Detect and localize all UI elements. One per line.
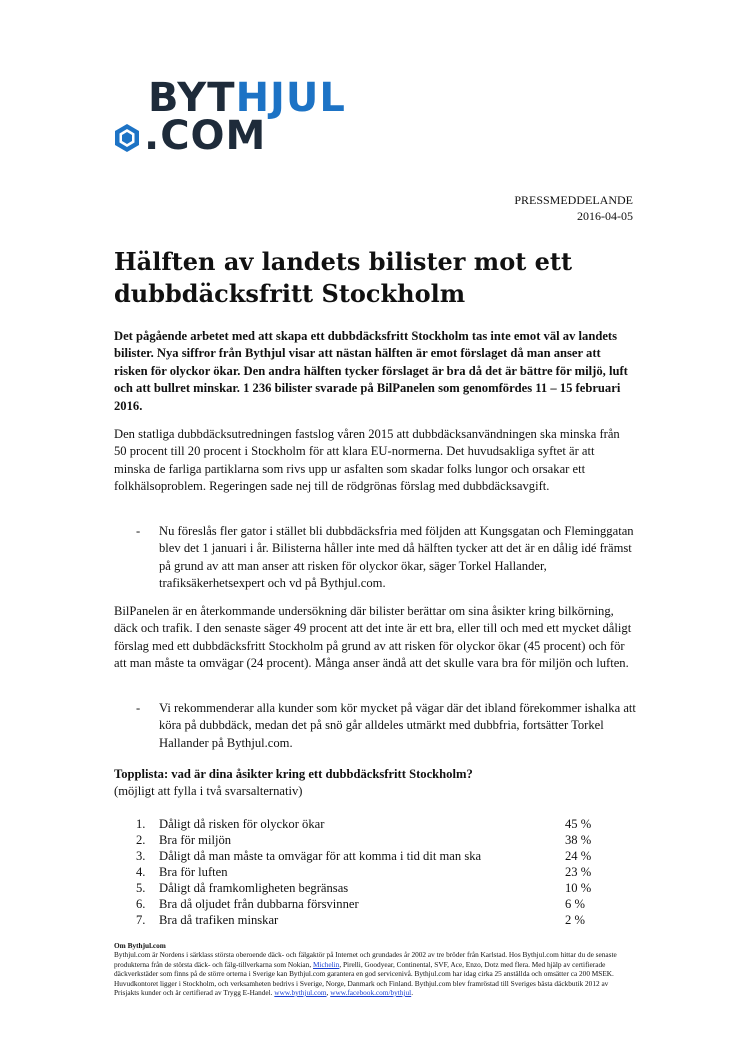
headline: Hälften av landets bilister mot ett dubbdäcksfritt Stockholm bbox=[114, 247, 573, 308]
quote-text: Nu föreslås fler gator i stället bli dubbdäcksfria med följden att Kungsgatan och Fleminggatan blev det 1 januari i år. Bilisterna håller inte med då hälften tycker att det är en dålig idé främst på grund av att man anser att risken för olyckor ökar, säger Torkel Hallander, trafiksäkerhetsexpert och vd på Bythjul.com. bbox=[159, 524, 634, 591]
facebook-link[interactable]: www.facebook.com/bythjul bbox=[330, 988, 412, 998]
body-paragraph-1: Den statliga dubbdäcksutredningen fastslog våren 2015 att dubbdäcksanvändningen ska minska från 50 procent till 20 procent i Stockholm för att klara EU-normerna. Det huvudsakliga syftet är att minska de farliga partiklarna som rivs upp ur asfalten som skadar folks lungor och orsakar ett folkhälsoproblem. Regeringen sade nej till de rödgrönas förslag med dubbdäcksavgift. bbox=[114, 427, 620, 494]
press-label: PRESSMEDDELANDE bbox=[514, 193, 633, 207]
hexagon-bolt-icon bbox=[112, 123, 142, 153]
logo-wordmark-bottom: .COM bbox=[144, 113, 267, 159]
body-paragraph-2: BilPanelen är en återkommande undersökning där bilister berättar om sina åsikter kring bilkörning, däck och trafik. I den senaste säger 49 procent att det inte är ett bra, eller till och med ett mycket dåligt förslag med ett dubbdäcksfritt Stockholm på grund av att risken för olyckor ökar (45 procent) och för att man måste ta omvägar (24 procent). Många anser ändå att det skulle vara bra för miljön och luften. bbox=[114, 604, 632, 671]
michelin-link[interactable]: Michelin bbox=[312, 959, 340, 969]
press-header bbox=[514, 192, 633, 224]
quote-dash: - bbox=[136, 701, 141, 715]
website-link[interactable]: www.bythjul.com bbox=[274, 988, 327, 998]
about-section bbox=[114, 941, 634, 997]
about-text: Bythjul.com är Nordens i särklass största oberoende däck- och fälgaktör på Internet och grundades år 2002 av tre bröder från Karlstad. Hos Bythjul.com hittar du de senaste produkterna från de största däck- och fälg-tillverkarna som Nokian, Michelin, Pirelli, Goodyear, Continental, SVF, Ace, Enzo, Dotz med flera. Med hjälp av certifierade däckverkstäder som finns på de större orterna i Sverige kan Bythjul.com garantera en god servicenivå. Bythjul.com har idag cirka 25 anställda och omsätter ca 200 MSEK. Huvudkontoret ligger i Stockholm, och verksamheten bedrivs i Sverige, Norge, Danmark och Finland. Bythjul.com blev framröstad till Sveriges bästa däckbutik 2012 av Prisjakts kunder och är certifierad av Trygg E-Handel. www.bythjul.com, www.facebook.com/bythjul. bbox=[114, 950, 617, 998]
quote-dash: - bbox=[136, 524, 141, 538]
toplist-subtitle: (möjligt att fylla i två svarsalternativ) bbox=[114, 784, 303, 798]
logo-wordmark-top: BYTHJUL bbox=[148, 75, 346, 121]
list-item: 2. Bra för miljön 38 % bbox=[136, 833, 592, 847]
list-item: 4. Bra för luften 23 % bbox=[136, 865, 592, 879]
press-date: 2016-04-05 bbox=[577, 209, 633, 223]
bythjul-logo bbox=[112, 75, 346, 159]
toplist bbox=[114, 816, 634, 928]
quote-block-1 bbox=[136, 523, 636, 593]
lead-paragraph: Det pågående arbetet med att skapa ett dubbdäcksfritt Stockholm tas inte emot väl av landets bilister. Nya siffror från Bythjul visar att nästan hälften är emot förslaget då man anser att risken för olyckor ökar. Den andra hälften tycker förslaget är bra då det är bättre för miljö, luft och att bullret minskar. 1 236 bilister svarade på BilPanelen som genomfördes 11 – 15 februari 2016. bbox=[114, 329, 628, 413]
quote-block-2 bbox=[136, 700, 636, 752]
list-item: 7. Bra då trafiken minskar 2 % bbox=[136, 913, 585, 927]
list-item: 5. Dåligt då framkomligheten begränsas 10 % bbox=[136, 881, 592, 895]
list-item: 6. Bra då oljudet från dubbarna försvinner 6 % bbox=[136, 897, 585, 911]
list-item: 1. Dåligt då risken för olyckor ökar 45 % bbox=[136, 817, 592, 831]
list-item: 3. Dåligt då man måste ta omvägar för att komma i tid dit man ska 24 % bbox=[136, 849, 592, 863]
about-heading: Om Bythjul.com bbox=[114, 941, 166, 950]
quote-text: Vi rekommenderar alla kunder som kör mycket på vägar där det ibland förekommer ishalka att köra på dubbdäck, medan det på snö går alldeles utmärkt med dubbfria, fortsätter Torkel Hallander på Bythjul.com. bbox=[159, 701, 636, 750]
toplist-title: Topplista: vad är dina åsikter kring ett dubbdäcksfritt Stockholm? bbox=[114, 767, 473, 781]
